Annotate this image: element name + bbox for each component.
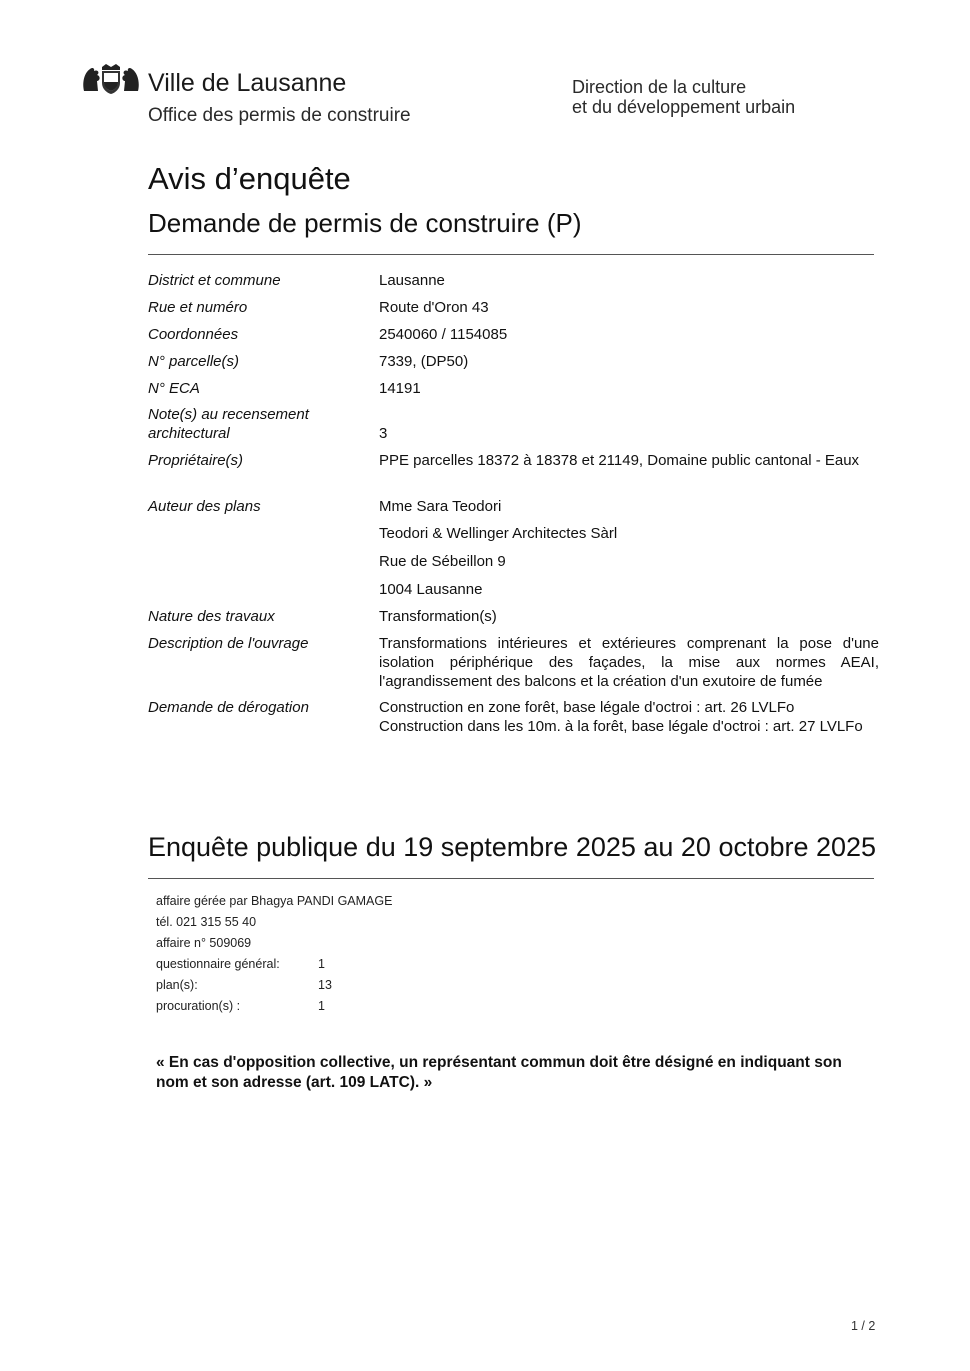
office-name: Office des permis de construire [148, 105, 411, 126]
author-label: Auteur des plans [148, 498, 261, 515]
divider [148, 878, 874, 879]
derogation-line-2: Construction dans les 10m. à la forêt, base légale d'octroi : art. 27 LVLFo [379, 718, 863, 735]
author-company: Teodori & Wellinger Architectes Sàrl [379, 525, 618, 542]
procuration-value: 1 [318, 999, 325, 1013]
author-street: Rue de Sébeillon 9 [379, 553, 506, 570]
plans-value: 13 [318, 978, 332, 992]
page-subtitle: Demande de permis de construire (P) [148, 208, 582, 238]
note-label-line-1: Note(s) au recensement [148, 406, 309, 423]
derogation-label: Demande de dérogation [148, 699, 309, 716]
plans-label: plan(s): [156, 978, 198, 992]
page-title: Avis d’enquête [148, 161, 351, 196]
parcel-label: N° parcelle(s) [148, 353, 240, 370]
description-label: Description de l'ouvrage [148, 635, 309, 652]
derogation-line-1: Construction en zone forêt, base légale d'octroi : art. 26 LVLFo [379, 699, 795, 716]
collective-opposition-notice: « En cas d'opposition collective, un représentant commun doit être désigné en indiquant son nom et son adresse (art. 109 LATC). » [156, 1054, 842, 1091]
coords-value: 2540060 / 1154085 [379, 326, 508, 343]
questionnaire-label: questionnaire général: [156, 957, 280, 971]
note-label-line-2: architectural [148, 425, 230, 442]
org-name: Ville de Lausanne [148, 69, 347, 97]
divider [148, 254, 874, 255]
phone: tél. 021 315 55 40 [156, 915, 257, 929]
direction-line-1: Direction de la culture [572, 77, 747, 97]
coords-label: Coordonnées [148, 326, 239, 343]
eca-label: N° ECA [148, 380, 200, 397]
questionnaire-value: 1 [318, 957, 325, 971]
note-value: 3 [379, 425, 388, 442]
direction-line-2: et du développement urbain [572, 97, 796, 117]
managed-by: affaire gérée par Bhagya PANDI GAMAGE [156, 894, 393, 908]
coat-of-arms-logo-icon [80, 63, 142, 95]
direction-name [572, 77, 795, 117]
owner-value: PPE parcelles 18372 à 18378 et 21149, Domaine public cantonal - Eaux [379, 452, 860, 469]
derogation-value [379, 698, 869, 736]
case-number: affaire n° 509069 [156, 936, 252, 950]
author-name: Mme Sara Teodori [379, 498, 502, 515]
nature-value: Transformation(s) [379, 608, 497, 625]
description-value: Transformations intérieures et extérieures comprenant la pose d'une isolation périphérique des façades, la mise aux normes AEAI, l'agrandissement des balcons et la création d'un exutoire de fumée [379, 635, 879, 690]
eca-value: 14191 [379, 380, 421, 397]
street-label: Rue et numéro [148, 299, 248, 316]
owner-label: Propriétaire(s) [148, 452, 244, 469]
district-label: District et commune [148, 272, 281, 289]
district-value: Lausanne [379, 272, 445, 289]
parcel-value: 7339, (DP50) [379, 353, 469, 370]
street-value: Route d'Oron 43 [379, 299, 489, 316]
page-number: 1 / 2 [851, 1319, 876, 1333]
enquete-title: Enquête publique du 19 septembre 2025 au 20 octobre 2025 [148, 832, 877, 862]
author-city: 1004 Lausanne [379, 581, 483, 598]
procuration-label: procuration(s) : [156, 999, 241, 1013]
note-label [148, 405, 363, 443]
nature-label: Nature des travaux [148, 608, 275, 625]
